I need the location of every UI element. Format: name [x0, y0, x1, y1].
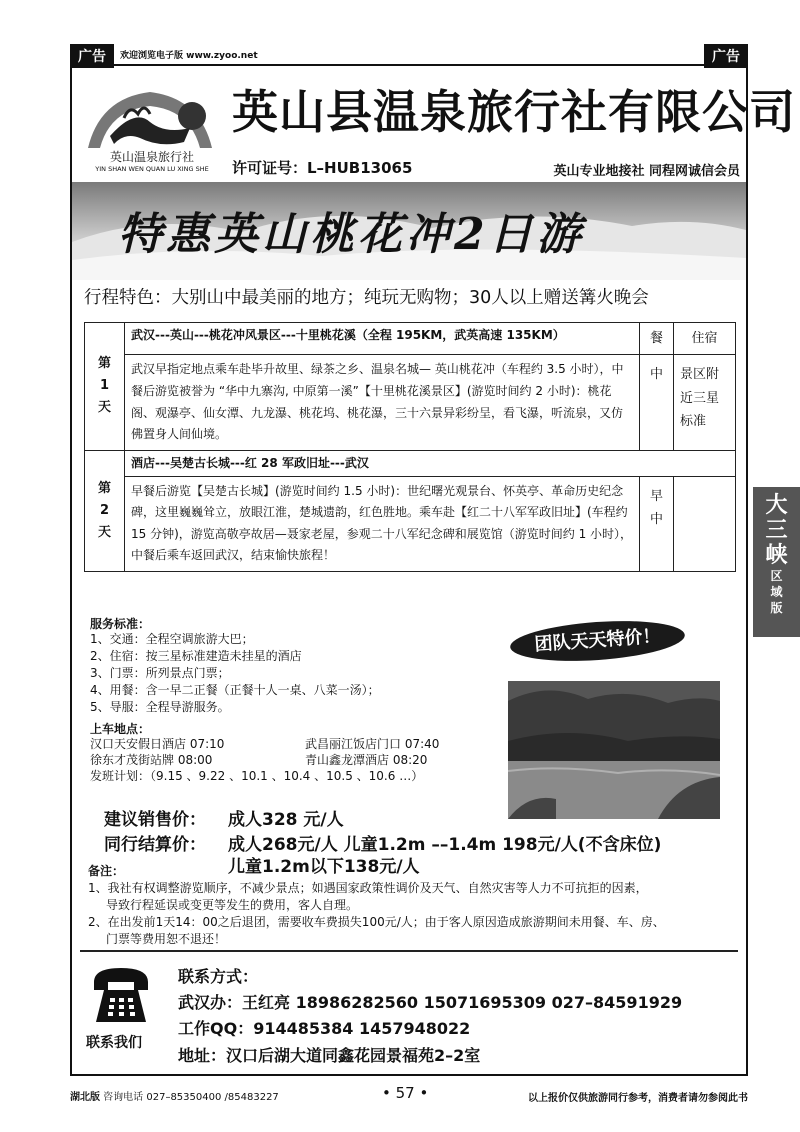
- trade-price-child: 儿童1.2m以下138元/人: [228, 857, 420, 877]
- departure-schedule: 发班计划：（9.15 、9.22 、10.1 、10.4 、10.5 、10.6 …）: [90, 769, 424, 783]
- membership-text: 英山专业地接社 同程网诚信会员: [553, 164, 740, 179]
- day-description: 早餐后游览【吴楚古长城】(游览时间约 1.5 小时)：世纪曙光观景台、怀英亭、革命历史纪念碑，这里巍巍耸立，放眼江淮，楚城遗韵，红色胜地。乘车赴【红二十八军军政旧址】(车程约 15 分钟)，游览高敬亭故居—聂家老屋，参观二十八军纪念碑和展览馆（游览时间约 1 小时），中餐后乘车返回武汉，结束愉快旅程！: [125, 476, 640, 571]
- region-tab: [753, 487, 800, 637]
- table-row: [85, 355, 736, 450]
- route-title: 武汉---英山---桃花冲风景区---十里桃花溪（全程 195KM，武英高速 135KM）: [125, 323, 640, 355]
- telephone-icon: [90, 960, 152, 1030]
- promo-badge: 团队天天特价！: [509, 616, 686, 666]
- table-row: [85, 323, 736, 355]
- trade-price-label: 同行结算价：: [104, 835, 206, 855]
- company-name: 英山县温泉旅行社有限公司: [232, 85, 796, 139]
- note-item: 2、在出发前1天14：00之后退团，需要收车费损失100元/人；由于客人原因造成旅游期间未用餐、车、房、: [88, 915, 665, 929]
- day-stay: [674, 476, 736, 571]
- service-item: 4、用餐：含一早二正餐（正餐十人一桌、八菜一汤）；: [90, 683, 380, 697]
- logo-pinyin: YIN SHAN WEN QUAN LU XING SHE: [95, 165, 209, 173]
- meal-header: 餐: [640, 323, 674, 355]
- table-row: [85, 476, 736, 571]
- day-meal: 中: [640, 355, 674, 450]
- section-divider: [80, 950, 738, 952]
- trip-features: 行程特色：大别山中最美丽的地方；纯玩无购物；30人以上赠送篝火晚会: [84, 288, 649, 308]
- scenery-photo: [508, 681, 720, 819]
- day-meal: 早 中: [640, 476, 674, 571]
- service-item: 5、导服：全程导游服务。: [90, 700, 230, 714]
- logo-name: 英山温泉旅行社: [109, 150, 194, 164]
- retail-price-value: 成人328 元/人: [228, 810, 344, 830]
- service-item: 2、住宿：按三星标准建造未挂星的酒店: [90, 649, 302, 663]
- ad-label-left: 广告: [70, 44, 114, 68]
- note-item-cont: 导致行程延误或变更等发生的费用，客人自理。: [106, 898, 359, 912]
- ad-label-right: 广告: [704, 44, 748, 68]
- pickup-location: 徐东才茂街站牌 08:00: [90, 753, 213, 767]
- note-item: 1、我社有权调整游览顺序，不减少景点；如遇国家政策性调价及天气、自然灾害等人力不可抗拒的因素，: [88, 881, 648, 895]
- retail-price-label: 建议销售价：: [104, 810, 206, 830]
- day-label: 第 2 天: [85, 450, 125, 571]
- note-item-cont: 门票等费用恕不退还！: [106, 932, 227, 946]
- pickup-location: 汉口天安假日酒店 07:10: [90, 737, 225, 751]
- trade-price-value: 成人268元/人 儿童1.2m ––1.4m 198元/人(不含床位): [228, 835, 662, 855]
- page-number: • 57 •: [382, 1084, 429, 1102]
- address: 地址：汉口后湖大道同鑫花园景福苑2–2室: [178, 1046, 481, 1065]
- footer-phone: 咨询电话 027–85350400 /85483227: [100, 1092, 279, 1103]
- footer-disclaimer: 以上报价仅供旅游同行参考，消费者请勿参阅此书: [528, 1093, 748, 1104]
- itinerary-table: [84, 322, 736, 572]
- pickup-title: 上车地点：: [90, 722, 151, 736]
- website-text: 欢迎浏览电子版 www.zyoo.net: [120, 51, 258, 61]
- notes-title: 备注：: [88, 864, 125, 878]
- pickup-location: 青山鑫龙潭酒店 08:20: [305, 753, 428, 767]
- route-title: 酒店---吴楚古长城---红 28 军政旧址---武汉: [125, 450, 736, 476]
- notes-section: [88, 863, 738, 948]
- wuhan-office-contact: 武汉办：王红亮 18986282560 15071695309 027–84591929: [178, 993, 683, 1012]
- contact-us-label: 联系我们: [86, 1035, 142, 1051]
- day-description: 武汉早指定地点乘车赴毕升故里、绿茶之乡、温泉名城— 英山桃花冲（车程约 3.5 小时），中餐后游览被誉为 “华中九寨沟, 中原第一溪”【十里桃花溪景区】(游览时间约 2 小时)：桃花阁、观瀑亭、仙女潭、九龙瀑、桃花坞、桃花瀑，三十六景异彩纷呈，看飞瀑，听流泉，又仿佛置身人间仙境。: [125, 355, 640, 450]
- pickup-location: 武昌丽江饭店门口 07:40: [305, 737, 440, 751]
- banner-title: 特惠英山桃花冲2日游: [118, 209, 585, 260]
- service-item: 3、门票：所列景点门票；: [90, 666, 230, 680]
- contact-title: 联系方式：: [178, 967, 259, 986]
- qq-contact: 工作QQ：914485384 1457948022: [178, 1019, 471, 1038]
- day-label: 第 1 天: [85, 323, 125, 451]
- service-title: 服务标准：: [90, 617, 151, 631]
- region-tab-subtitle: 区 域 版: [770, 569, 783, 615]
- table-row: [85, 450, 736, 476]
- license-number: 许可证号：L–HUB13065: [232, 159, 413, 177]
- day-stay: 景区附近三星标准: [674, 355, 736, 450]
- footer-hotline: [70, 1088, 279, 1103]
- stay-header: 住宿: [674, 323, 736, 355]
- service-item: 1、交通：全程空调旅游大巴；: [90, 632, 254, 646]
- region-tab-title: 大 三 峡: [765, 492, 788, 568]
- footer-edition: 湖北版: [70, 1092, 100, 1103]
